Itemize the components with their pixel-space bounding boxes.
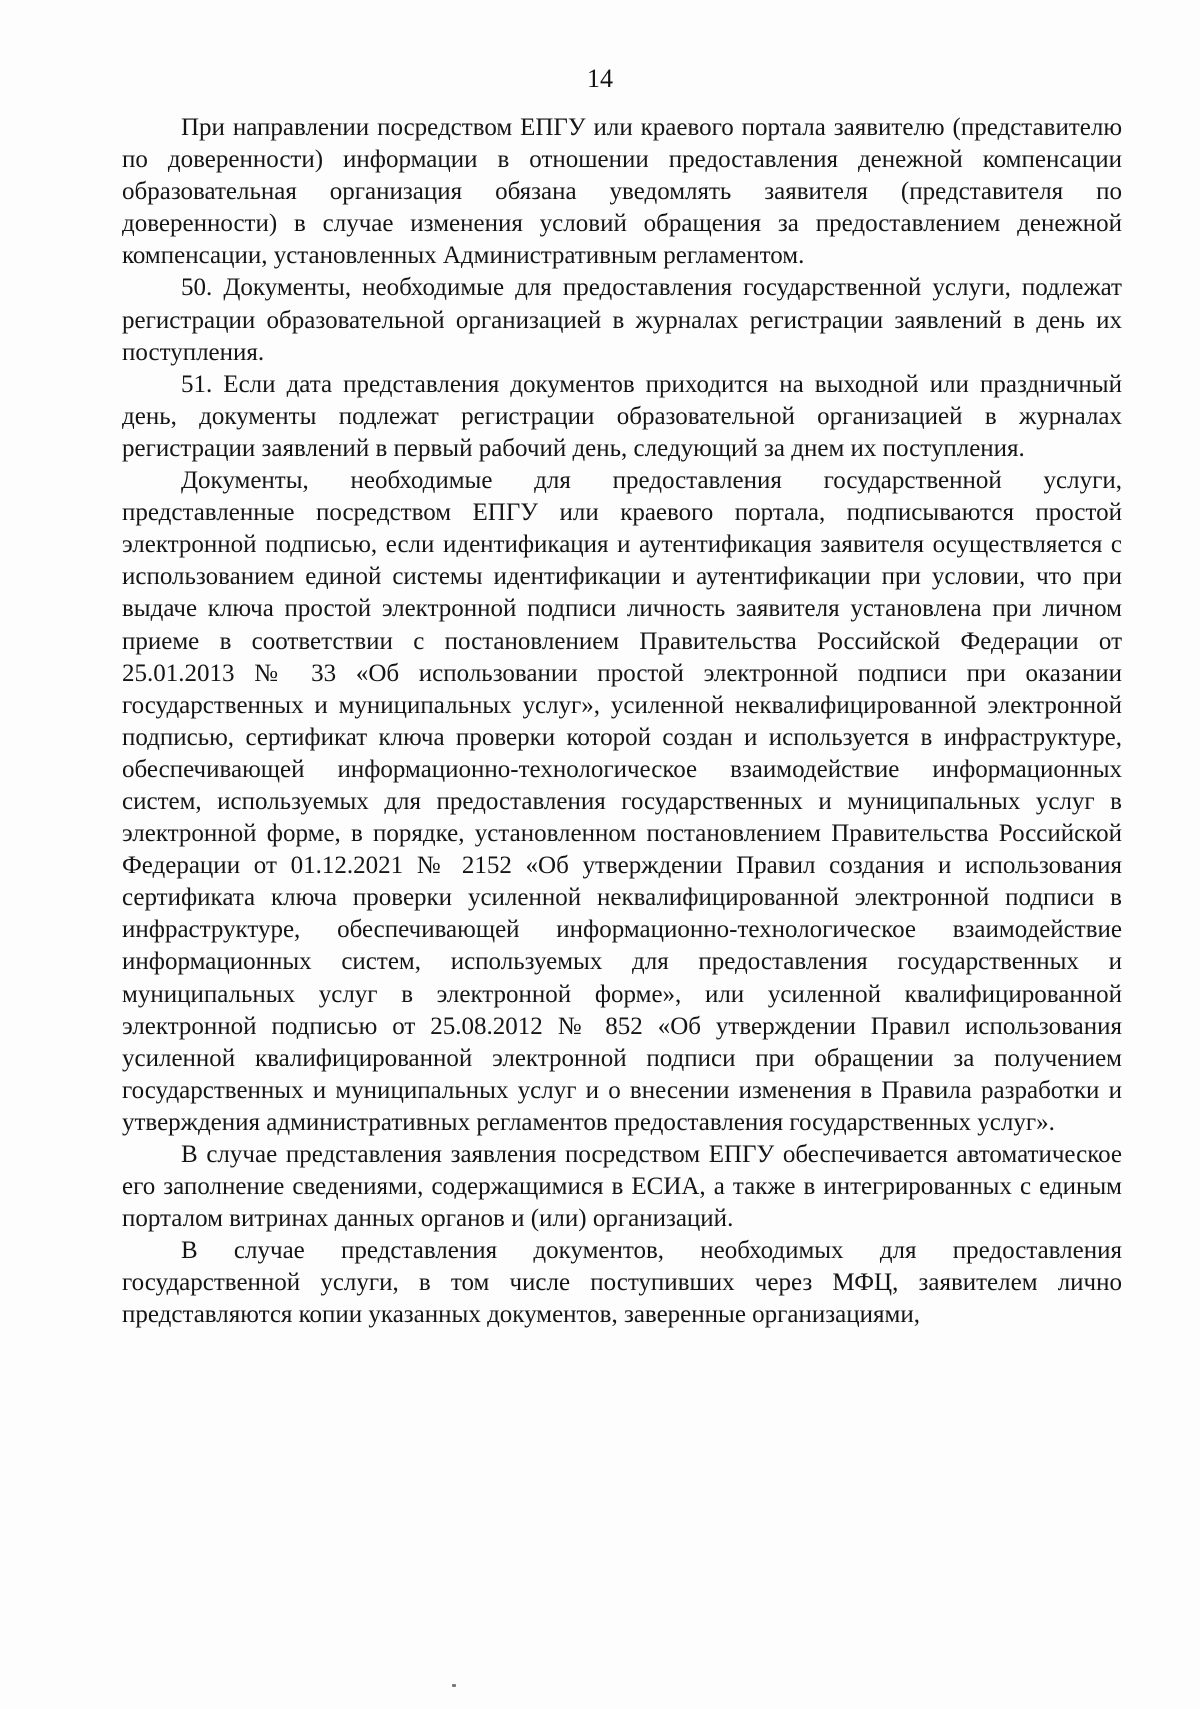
scan-artifact-dot bbox=[452, 1684, 456, 1687]
paragraph-51-holiday-registration: 51. Если дата представления документов приходится на выходной или праздничный день, документы подлежат регистрации образовательной организацией в журналах регистрации заявлений в первый рабочий день, следующий за днем их поступления. bbox=[122, 370, 1122, 462]
paragraph-50-registration: 50. Документы, необходимые для предоставления государственной услуги, подлежат регистрации образовательной организацией в журналах регистрации заявлений в день их поступления. bbox=[122, 274, 1122, 366]
paragraph-esia-autofill: В случае представления заявления посредством ЕПГУ обеспечивается автоматическое его заполнение сведениями, содержащимися в ЕСИА, а также в интегрированных с единым порталом витринах данных органов и (или) организаций. bbox=[122, 1141, 1122, 1233]
paragraph-epgu-notification: При направлении посредством ЕПГУ или краевого портала заявителю (представителю по доверенности) информации в отношении предоставления денежной компенсации образовательная организация обязана уведомлять заявителя (представителя по доверенности) в случае изменения условий обращения за предоставлением денежной компенсации, установленных Административным регламентом. bbox=[122, 114, 1122, 270]
paragraph-electronic-signature: Документы, необходимые для предоставления государственной услуги, представленные посредством ЕПГУ или краевого портала, подписываются простой электронной подписью, если идентификация и аутентификация заявителя осуществляется с использованием единой системы идентификации и аутентификации при условии, что при выдаче ключа простой электронной подписи личность заявителя установлена при личном приеме в соответствии с постановлением Правительства Российской Федерации от 25.01.2013 № 33 «Об использовании простой электронной подписи при оказании государственных и муниципальных услуг», усиленной неквалифицированной электронной подписью, сертификат ключа проверки которой создан и используется в инфраструктуре, обеспечивающей информационно-технологическое взаимодействие информационных систем, используемых для предоставления государственных и муниципальных услуг в электронной форме, в порядке, установленном постановлением Правительства Российской Федерации от 01.12.2021 № 2152 «Об утверждении Правил создания и использования сертификата ключа проверки усиленной неквалифицированной электронной подписи в инфраструктуре, обеспечивающей информационно-технологическое взаимодействие информационных систем, используемых для предоставления государственных и муниципальных услуг в электронной форме», или усиленной квалифицированной электронной подписью от 25.08.2012 № 852 «Об утверждении Правил использования усиленной квалифицированной электронной подписи при обращении за получением государственных и муниципальных услуг и о внесении изменения в Правила разработки и утверждения административных регламентов предоставления государственных услуг». bbox=[122, 467, 1122, 1136]
document-body bbox=[122, 112, 1122, 1332]
page-number: 14 bbox=[587, 64, 613, 93]
paragraph-document-copies: В случае представления документов, необходимых для предоставления государственной услуги, в том числе поступивших через МФЦ, заявителем лично представляются копии указанных документов, заверенные организациями, bbox=[122, 1237, 1122, 1329]
